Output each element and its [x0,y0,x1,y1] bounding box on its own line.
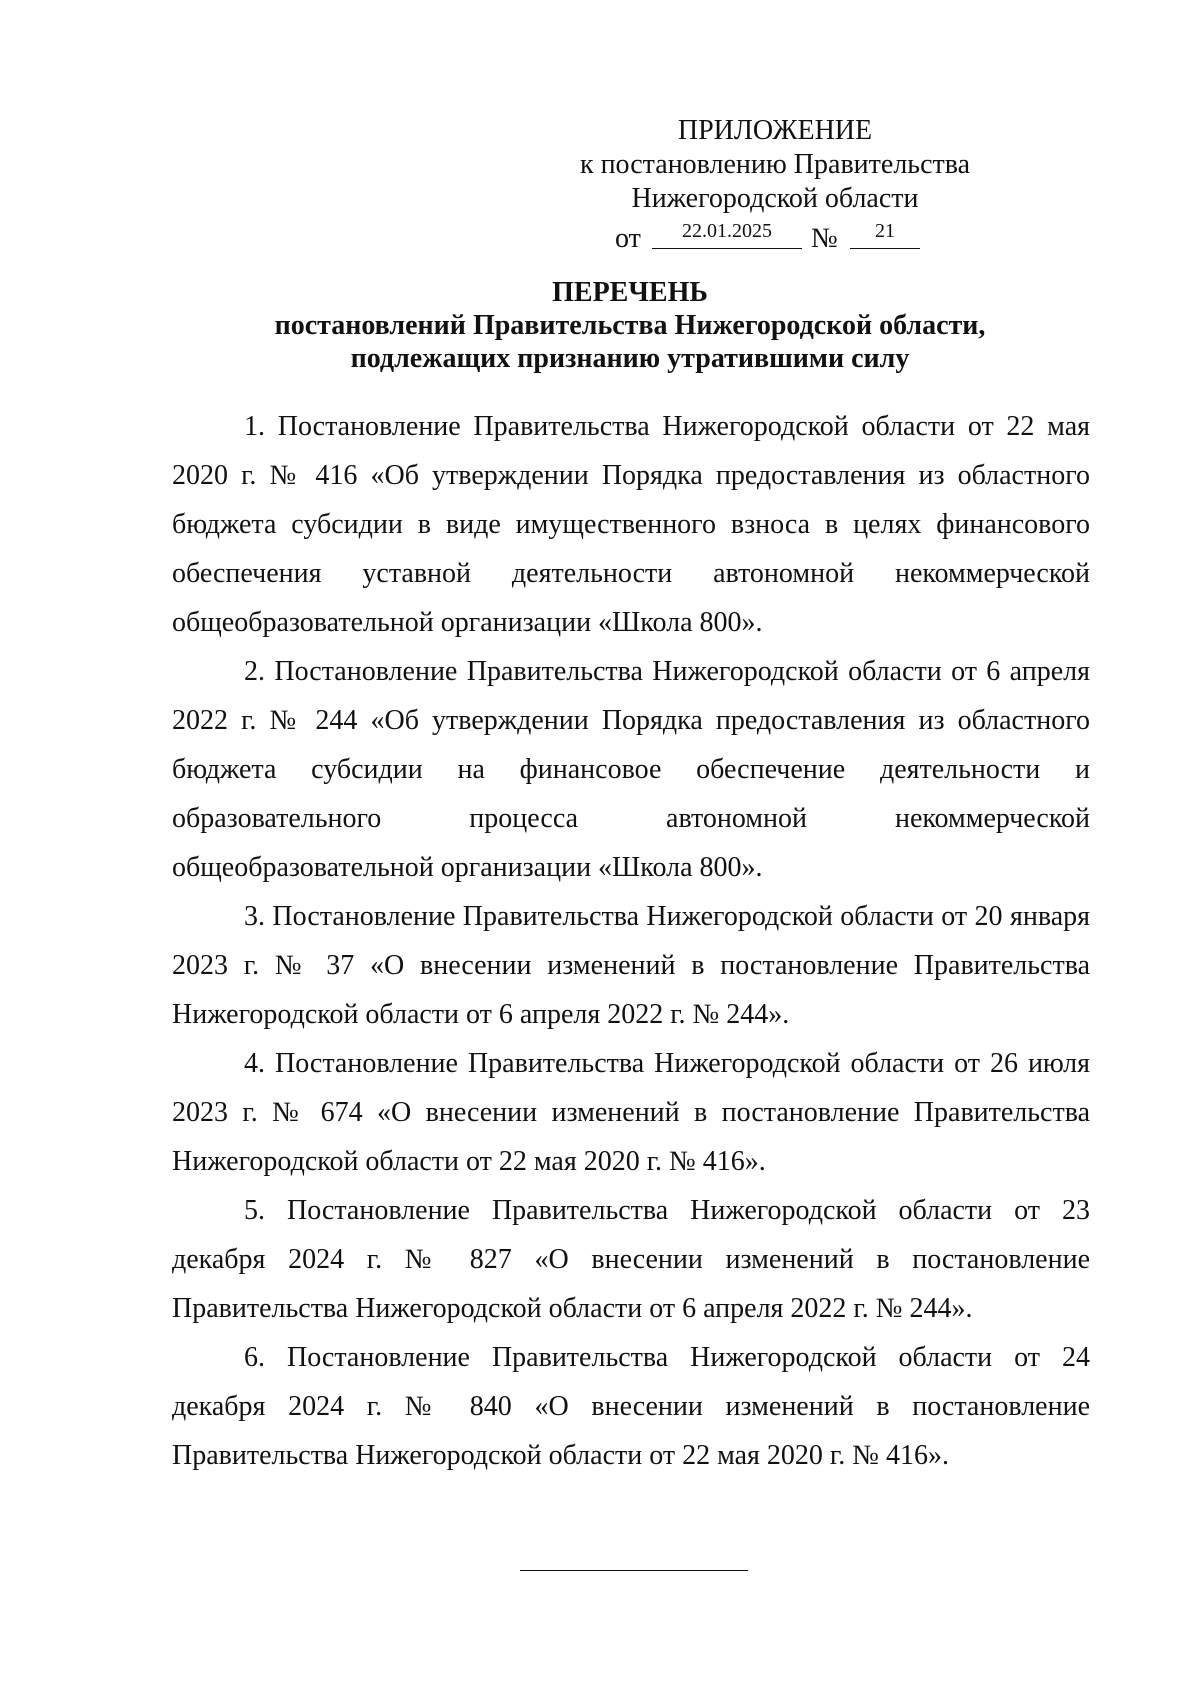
list-item: 1. Постановление Правительства Нижегородской области от 22 мая 2020 г. № 416 «Об утверждении Порядка предоставления из областного бюджета субсидии в виде имущественного взноса в целях финансового обеспечения уставной деятельности автономной некоммерческой общеобразовательной организации «Школа 800». [172,411,1090,638]
resolution-list [172,402,1090,1480]
appendix-line-1: к постановлению Правительства [579,149,971,180]
list-item: 4. Постановление Правительства Нижегородской области от 26 июля 2023 г. № 674 «О внесении изменений в постановление Правительства Нижегородской области от 22 мая 2020 г. № 416». [172,1048,1090,1177]
appendix-line-2: Нижегородской области [631,183,919,214]
closing-divider [520,1570,748,1571]
list-item: 5. Постановление Правительства Нижегородской области от 23 декабря 2024 г. № 827 «О внесении изменений в постановление Правительства Нижегородской области от 6 апреля 2022 г. № 244». [172,1195,1090,1324]
list-item: 3. Постановление Правительства Нижегородской области от 20 января 2023 г. № 37 «О внесении изменений в постановление Правительства Нижегородской области от 6 апреля 2022 г. № 244». [172,901,1090,1030]
list-item: 2. Постановление Правительства Нижегородской области от 6 апреля 2022 г. № 244 «Об утверждении Порядка предоставления из областного бюджета субсидии на финансовое обеспечение деятельности и образовательного процесса автономной некоммерческой общеобразовательной организации «Школа 800». [172,656,1090,883]
heading-subtitle-1: постановлений Правительства Нижегородской области, [274,310,986,341]
appendix-header [565,114,985,256]
list-item: 6. Постановление Правительства Нижегородской области от 24 декабря 2024 г. № 840 «О внесении изменений в постановление Правительства Нижегородской области от 22 мая 2020 г. № 416». [172,1342,1090,1471]
resolution-number: 21 [850,218,920,249]
heading-title: ПЕРЕЧЕНЬ [552,277,708,308]
document-heading [170,276,1090,375]
appendix-title: ПРИЛОЖЕНИЕ [677,115,873,146]
appendix-date-line [565,218,985,256]
resolution-date: 22.01.2025 [652,218,802,249]
number-label: № [811,223,838,254]
heading-subtitle-2: подлежащих признанию утратившими силу [350,343,910,374]
from-label: от [615,223,641,254]
